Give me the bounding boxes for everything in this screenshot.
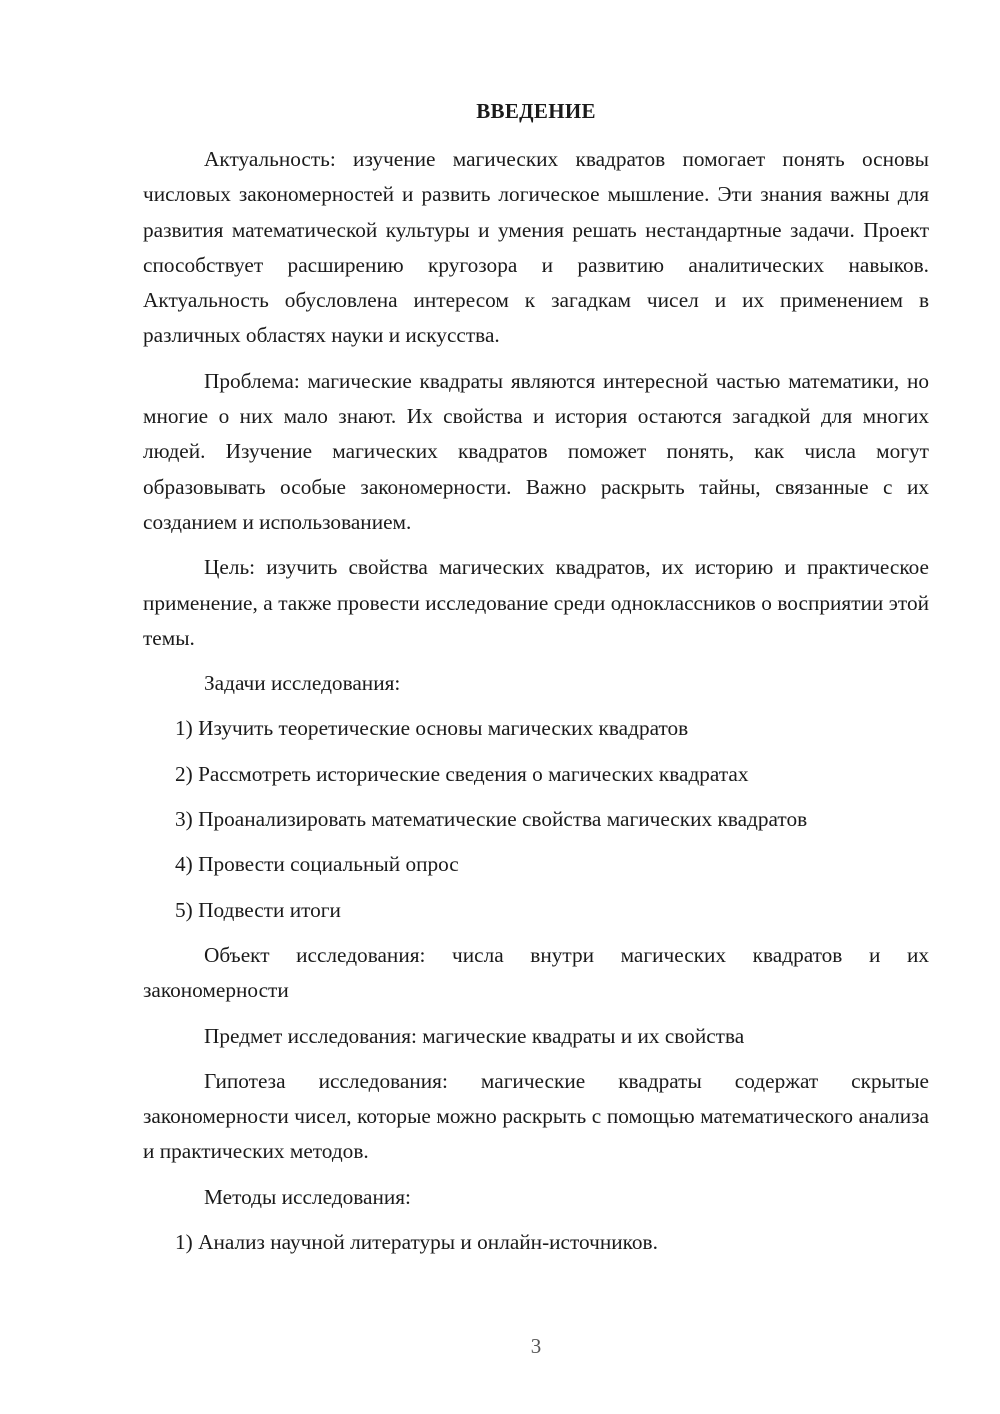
method-item: 1) Анализ научной литературы и онлайн-источников.: [175, 1230, 658, 1255]
task-item: 4) Провести социальный опрос: [175, 852, 459, 877]
task-item: 5) Подвести итоги: [175, 897, 341, 922]
object-paragraph: Объект исследования: числа внутри магических квадратов и их закономерности: [143, 942, 929, 1003]
document-body: [143, 142, 929, 1270]
methods-heading: Методы исследования:: [204, 1184, 411, 1209]
problem-paragraph: Проблема: магические квадраты являются интересной частью математики, но многие о них мало знают. Их свойства и история остаются загадкой для многих людей. Изучение магических квадратов поможет понять, как числа могут образовывать особые закономерности. Важно раскрыть тайны, связанные с их созданием и использованием.: [143, 368, 929, 534]
task-item: 1) Изучить теоретические основы магических квадратов: [175, 716, 689, 741]
subject-paragraph: Предмет исследования: магические квадраты и их свойства: [204, 1023, 745, 1048]
tasks-heading: Задачи исследования:: [204, 671, 401, 696]
page-title: ВВЕДЕНИЕ: [476, 99, 596, 123]
page-number: 3: [530, 1334, 542, 1358]
relevance-paragraph: Актуальность: изучение магических квадратов помогает понять основы числовых закономерностей и развить логическое мышление. Эти знания важны для развития математической культуры и умения решать нестандартные задачи. Проект способствует расширению кругозора и развитию аналитических навыков. Актуальность обусловлена интересом к загадкам чисел и их применением в различных областях науки и искусства.: [143, 147, 929, 348]
task-item: 2) Рассмотреть исторические сведения о магических квадратах: [175, 761, 749, 786]
goal-paragraph: Цель: изучить свойства магических квадратов, их историю и практическое применение, а также провести исследование среди одноклассников о восприятии этой темы.: [143, 555, 929, 650]
task-item: 3) Проанализировать математические свойства магических квадратов: [175, 807, 808, 832]
hypothesis-paragraph: Гипотеза исследования: магические квадраты содержат скрытые закономерности чисел, которые можно раскрыть с помощью математического анализа и практических методов.: [143, 1068, 929, 1164]
